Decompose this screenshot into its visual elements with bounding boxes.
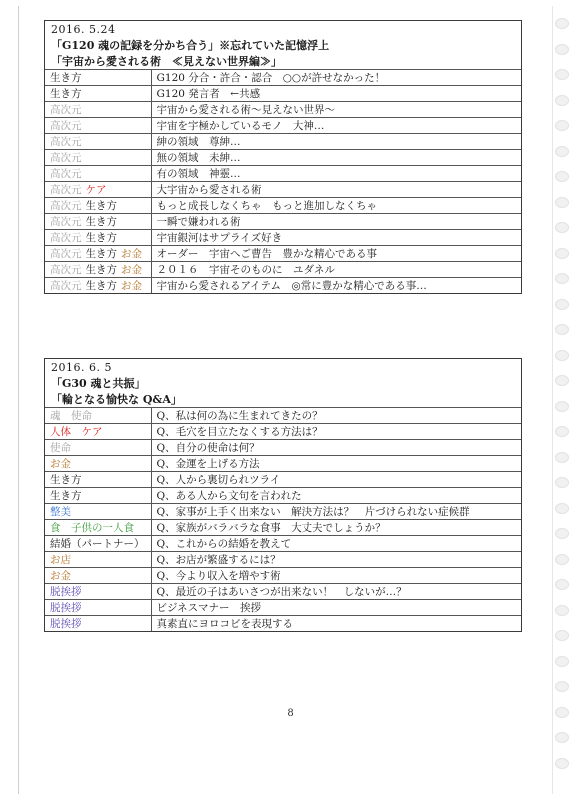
binder-hole [555,69,569,80]
section-2016-05-24 [44,20,522,294]
topic-cell: ２０１６ 宇宙そのものに ユダネル [151,262,521,278]
binder-hole [555,630,569,641]
category-cell [45,600,151,616]
binder-hole [555,120,569,131]
binder-hole [555,758,569,769]
binder-hole [555,44,569,55]
binder-hole [555,554,569,565]
binder-hole [555,375,569,386]
section-date: 2016. 5.24 [51,23,116,36]
table-row [45,520,521,536]
category-cell [45,214,151,230]
table-row [45,70,521,86]
category-cell [45,440,151,456]
category-tag: 使命 [50,442,71,454]
table-row [45,214,521,230]
category-tag: 食 子供の一人食 [50,522,134,534]
category-cell [45,424,151,440]
topic-cell: 宇宙から愛されるアイテム ◎常に豊かな精心である事… [151,278,521,294]
topic-cell: 真素直にヨロコビを表現する [151,616,521,632]
binder-hole [555,350,569,361]
category-tag: お金 [121,264,142,276]
topic-cell: 有の領域 神靈… [151,166,521,182]
category-cell [45,536,151,552]
topic-cell: G120 発言者 ←共感 [151,86,521,102]
table-row [45,230,521,246]
category-tag: お店 [50,554,71,566]
section-subtitle: 「宇宙から愛される術 ≪見えない世界編≫」 [51,55,282,68]
category-tag: 魂 使命 [50,410,92,422]
topic-cell: 宇宙銀河はサプライズ好き [151,230,521,246]
topic-cell: Q、家族がバラバラな食事 大丈夫でしょうか？ [151,520,521,536]
binder-hole [555,18,569,29]
category-tag: 生き方 [85,200,117,212]
topic-cell: オーダー 宇宙へご曹告 豊かな精心である事 [151,246,521,262]
section-title: 「G30 魂と共振」 [51,377,146,390]
binder-hole [555,197,569,208]
binder-hole [555,528,569,539]
topic-cell: 一瞬で嫌われる術 [151,214,521,230]
category-tag: お金 [121,248,142,260]
table-row [45,182,521,198]
table-row [45,552,521,568]
category-tag: 生き方 [85,280,117,292]
category-tag: 生き方 [85,264,117,276]
topic-cell: 宇宙を宇極かしているモノ 大神… [151,118,521,134]
binder-hole [555,579,569,590]
category-tag: 高次元 [50,136,82,148]
category-tag: 高次元 [50,280,82,292]
table-row [45,246,521,262]
binder-hole [555,656,569,667]
category-tag: 高次元 [50,104,82,116]
category-cell [45,102,151,118]
topic-cell: Q、最近の子はあいさつが出来ない！ しないが…？ [151,584,521,600]
binder-hole [555,732,569,743]
table-row [45,440,521,456]
table-row [45,488,521,504]
topic-cell: 大宇宙から愛される術 [151,182,521,198]
category-cell [45,488,151,504]
topic-cell: 宇宙から愛される術～見えない世界～ [151,102,521,118]
category-tag: お金 [121,280,142,292]
category-tag: 生き方 [50,490,82,502]
category-tag: 高次元 [50,120,82,132]
category-cell [45,520,151,536]
table-row [45,198,521,214]
binder-hole [555,222,569,233]
table-row [45,456,521,472]
binder-hole [555,477,569,488]
binder-hole [555,681,569,692]
category-cell [45,552,151,568]
category-cell [45,150,151,166]
category-cell [45,616,151,632]
topic-cell: Q、ある人から文句を言われた [151,488,521,504]
binder-hole [555,452,569,463]
category-cell [45,246,151,262]
category-cell [45,262,151,278]
category-tag: 高次元 [50,232,82,244]
table-row [45,408,521,424]
category-tag: 脱挨拶 [50,586,82,598]
category-tag: 生き方 [50,474,82,486]
category-cell [45,166,151,182]
binder-hole [555,273,569,284]
category-tag: 高次元 [50,152,82,164]
binder-hole [555,324,569,335]
section-2016-06-05 [44,358,522,632]
category-tag: 高次元 [50,264,82,276]
category-cell [45,278,151,294]
binder-holes [555,18,573,778]
binder-hole [555,605,569,616]
topic-cell: Q、自分の使命は何？ [151,440,521,456]
topic-cell: Q、今より収入を増やす術 [151,568,521,584]
binder-hole [555,248,569,259]
category-tag: 生き方 [50,88,82,100]
category-tag: 高次元 [50,168,82,180]
topic-cell: Q、私は何の為に生まれてきたの？ [151,408,521,424]
category-tag: 脱挨拶 [50,618,82,630]
topic-cell: 無の領域 未紳… [151,150,521,166]
category-tag: 高次元 [50,184,82,196]
topic-cell: Q、金運を上げる方法 [151,456,521,472]
table-row [45,536,521,552]
binder-hole [555,503,569,514]
category-tag: 高次元 [50,248,82,260]
category-cell [45,198,151,214]
category-cell [45,70,151,86]
binder-hole [555,146,569,157]
topic-cell: もっと成長しなくちゃ もっと進加しなくちゃ [151,198,521,214]
category-cell [45,472,151,488]
table-row [45,150,521,166]
table-row [45,424,521,440]
section-date: 2016. 6. 5 [51,361,112,374]
binder-hole [555,426,569,437]
category-cell [45,408,151,424]
topic-cell: G120 分合・許合・認合 ○○が許せなかった！ [151,70,521,86]
category-tag: 結婚（パートナー） [50,538,145,550]
topic-cell: Q、家事が上手く出来ない 解決方法は？ 片づけられない症候群 [151,504,521,520]
category-tag: 生き方 [85,232,117,244]
category-cell [45,86,151,102]
category-tag: 脱挨拶 [50,602,82,614]
topic-cell: Q、毛穴を目立たなくする方法は？ [151,424,521,440]
category-cell [45,456,151,472]
binder-hole [555,299,569,310]
qa-table [45,407,521,631]
table-row [45,278,521,294]
category-tag: お金 [50,458,71,470]
category-cell [45,134,151,150]
category-tag: 高次元 [50,216,82,228]
table-row [45,568,521,584]
table-row [45,472,521,488]
table-row [45,166,521,182]
category-cell [45,504,151,520]
category-cell [45,584,151,600]
binder-hole [555,171,569,182]
topic-cell: Q、これからの結婚を教えて [151,536,521,552]
category-tag: 整美 [50,506,71,518]
topic-cell: Q、人から裏切られツライ [151,472,521,488]
category-cell [45,118,151,134]
topic-table [45,69,521,293]
category-tag: ケア [85,184,107,196]
table-row [45,616,521,632]
table-row [45,86,521,102]
category-cell [45,568,151,584]
topic-cell: Q、お店が繁盛するには？ [151,552,521,568]
table-row [45,118,521,134]
category-tag: 生き方 [50,72,82,84]
table-row [45,584,521,600]
table-row [45,102,521,118]
category-tag: 高次元 [50,200,82,212]
topic-cell: 紳の領域 尊紳… [151,134,521,150]
binder-hole [555,95,569,106]
category-tag: 生き方 [85,248,117,260]
section-subtitle: 「輪となる愉快な Q&A」 [51,393,182,406]
category-tag: お金 [50,570,71,582]
page-number: 8 [287,708,294,719]
category-cell [45,230,151,246]
category-cell [45,182,151,198]
section-title: 「G120 魂の記録を分かち合う」※忘れていた記憶浮上 [51,39,330,52]
binder-hole [555,401,569,412]
table-row [45,262,521,278]
category-tag: 人体 ケア [50,426,103,438]
topic-cell: ビジネスマナー 挨拶 [151,600,521,616]
table-row [45,134,521,150]
table-row [45,504,521,520]
category-tag: 生き方 [85,216,117,228]
table-row [45,600,521,616]
